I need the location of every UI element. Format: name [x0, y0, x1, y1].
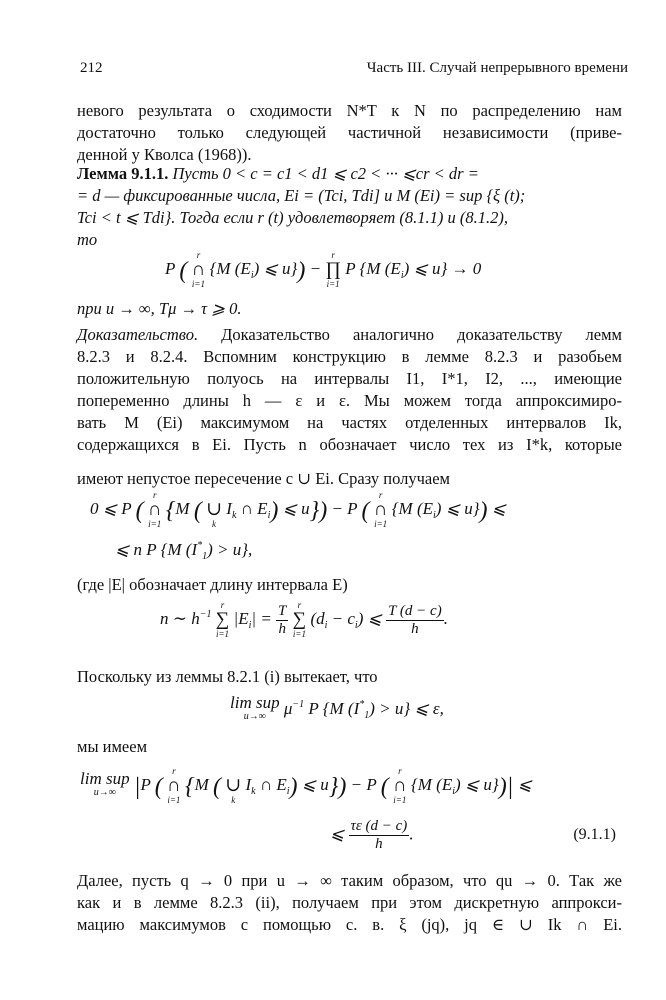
final-line-1: Далее, пусть q → 0 при u → ∞ таким образом, что qu → 0. Так же — [77, 871, 622, 890]
final-line-3: мацию максимумов с помощью с. в. ξ (jq), jq ∈ ∪ Ik ∩ Ei. — [77, 915, 622, 934]
formula-n-estimate: n ∼ $h^{-1}$ r ∑ i=1 $|E_i|$ = $\frac{T}{h}$ r ∑ i=1 $(d_i - c_i)$ ⩽ $\frac{T (d - c)}{h}$ . — [160, 600, 448, 639]
page-number: 212 — [80, 60, 103, 76]
formula-lemma: P ( r ∩ i=1 {M $(E_i)$ ⩽ u}) − r ∏ i=1 P {M $(E_i)$ ⩽ u} → 0 — [165, 250, 482, 289]
lemma-line-3: Tci < t ⩽ Tdi}. Тогда если r (t) удовлетворяет (8.1.1) и (8.1.2), — [77, 208, 509, 227]
proof-line-5: вать M (Ei) максимумом на частях отделенных интервалов Ik, — [77, 413, 622, 432]
intro-line-1: невого результата о сходимости N*T к N по распределению нам — [77, 101, 622, 120]
proof-line-3: положительную полуось на интервалы I1, I*1, I2, ..., имеющие — [77, 369, 622, 388]
formula-limsup-1: lim sup u→∞ $\mu^{-1}$ P {M $(I^*_1) > u$} ⩽ ε, — [230, 693, 444, 722]
running-title: Часть III. Случай непрерывного времени — [366, 60, 628, 76]
proof-line-1 — [77, 324, 622, 347]
lemma-line-4: то — [77, 230, 98, 249]
proof-line-2: 8.2.3 и 8.2.4. Вспомним конструкцию в лемме 8.2.3 и разобьем — [77, 347, 622, 366]
lemma-after: при u → ∞, Tμ → τ ⩾ 0. — [77, 299, 242, 318]
proof-label: Доказательство. — [77, 325, 199, 344]
where-text: (где |E| обозначает длину интервала E) — [77, 575, 348, 594]
proof-text-1: Доказательство аналогично доказательству лемм — [221, 325, 622, 344]
proof-line-4: попеременно длины h — ε и ε. Мы можем тогда аппроксимиро- — [77, 391, 622, 410]
intro-line-3: денной у Кволса (1968)). — [77, 145, 252, 164]
formula-inequality-1: 0 ⩽ P ( r ∩ i=1 {M ( ∪ k $I_k$ ∩ $E_i$) ⩽ u}) − P ( r ∩ i=1 {M $(E_i)$ ⩽ u}) ⩽ — [90, 490, 507, 529]
lemma-text-1: Пусть 0 < c = c1 < d1 ⩽ c2 < ··· ⩽cr < dr = — [172, 164, 479, 183]
formula-limsup-2: lim sup u→∞ |P ( r ∩ i=1 {M ( ∪ k $I_k$ ∩ $E_i$) ⩽ u}) − P ( r ∩ i=1 {M $(E_i)$ ⩽ u})| ⩽ — [80, 766, 532, 805]
we-have-text: мы имеем — [77, 737, 148, 756]
lemma-label: Лемма 9.1.1. — [77, 164, 169, 183]
intro-line-2: достаточно только следующей частичной независимости (приве- — [77, 123, 622, 142]
proof-line-6: содержащихся в Ei. Пусть n обозначает число тех из I*k, которые — [77, 435, 622, 454]
final-line-2: как и в лемме 8.2.3 (ii), получаем при этом дискретную аппрокси- — [77, 893, 622, 912]
equation-number: (9.1.1) — [573, 826, 616, 843]
formula-limsup-2b: ⩽ $\frac{\tau\varepsilon (d - c)}{h}$ . — [330, 818, 414, 852]
proof-line-7: имеют непустое пересечение с ∪ Ei. Сразу получаем — [77, 469, 450, 488]
lemma-line-1 — [77, 163, 479, 186]
since-text: Поскольку из леммы 8.2.1 (i) вытекает, что — [77, 667, 378, 686]
formula-inequality-1b: ⩽ n P {M $(I^*_1) > u$}, — [115, 540, 253, 562]
lemma-line-2: = d — фиксированные числа, Ei = (Tci, Tdi] и M (Ei) = sup {ξ (t); — [77, 186, 526, 205]
